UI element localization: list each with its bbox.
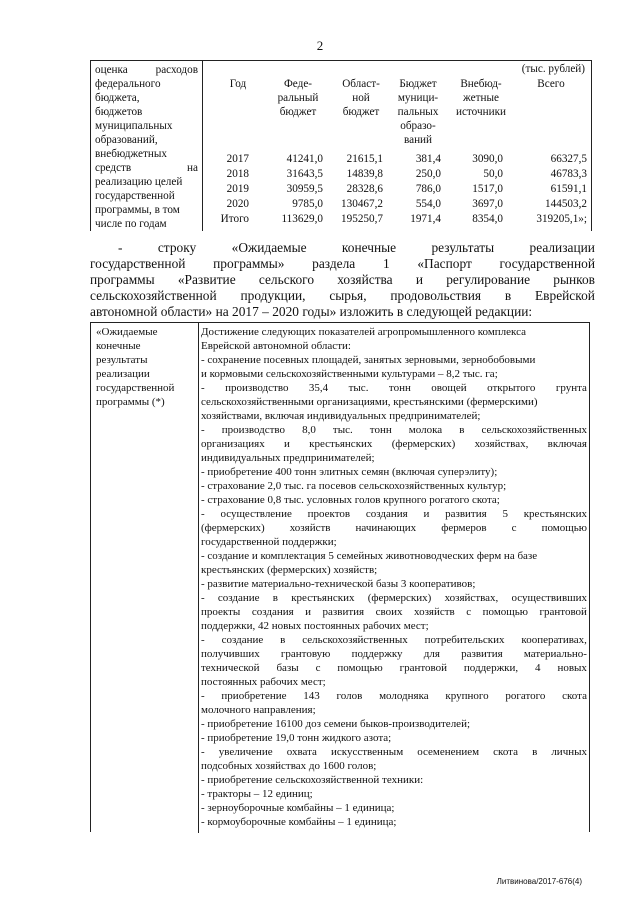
label-line xyxy=(95,133,158,147)
result-line xyxy=(201,367,587,381)
header-extrabudget xyxy=(446,77,516,119)
result-line xyxy=(201,395,587,409)
cell-municipal: 554,0 xyxy=(415,198,441,210)
result-word: проектов xyxy=(307,508,351,520)
paragraph-word: сырья, xyxy=(329,288,367,303)
label-line xyxy=(95,119,172,133)
cell-regional: 130467,2 xyxy=(341,198,383,210)
paragraph-word: продовольствия xyxy=(390,288,482,303)
result-word: крестьянских xyxy=(291,592,355,604)
label-line xyxy=(95,147,167,161)
result-word: организациях xyxy=(201,438,265,450)
header-line: источники xyxy=(455,106,507,118)
result-word: грунта xyxy=(555,382,587,394)
paragraph-word: раздела xyxy=(312,256,356,271)
paragraph-word: автономной области» на 2017 – 2020 годы» изложить в следующей редакции: xyxy=(90,304,533,319)
result-text: поддержки, 42 новых постоянных рабочих мест; xyxy=(201,620,429,632)
paragraph-line xyxy=(90,272,595,288)
result-word: - xyxy=(201,424,205,436)
result-text: - развитие материально-технической базы 3 кооперативов; xyxy=(201,578,476,590)
result-word: сельскохозяйственных xyxy=(302,634,408,646)
result-word: осуществивших xyxy=(511,592,587,604)
result-line xyxy=(201,339,587,353)
header-line: образо- xyxy=(400,120,436,132)
cell-municipal: 1971,4 xyxy=(410,213,441,225)
cell-municipal: 250,0 xyxy=(415,168,441,180)
result-line xyxy=(201,493,587,507)
header-municipal xyxy=(383,77,453,147)
result-word: технической xyxy=(201,662,260,674)
result-line xyxy=(201,605,587,619)
results-label-line: результаты xyxy=(96,354,148,366)
paragraph-word: «Развитие xyxy=(177,272,236,287)
results-row-label xyxy=(91,323,199,833)
result-word: - xyxy=(201,746,205,758)
result-word: молока xyxy=(408,424,443,436)
cell-municipal: 381,4 xyxy=(415,153,441,165)
label-word: расходов xyxy=(155,64,198,76)
result-word: помощью xyxy=(337,662,383,674)
result-word: - xyxy=(201,690,205,702)
result-line xyxy=(201,633,587,647)
result-line xyxy=(201,325,587,339)
result-word: новых xyxy=(557,662,587,674)
results-label-line: конечные xyxy=(96,340,141,352)
result-word: увеличение xyxy=(218,746,273,758)
result-text: - приобретение 400 тонн элитных семян (включая суперэлиту); xyxy=(201,466,498,478)
result-word: грантовую xyxy=(280,648,331,660)
label-line xyxy=(95,161,198,175)
result-line xyxy=(201,689,587,703)
label-word: бюджета, xyxy=(95,92,140,104)
result-text: - страхование 2,0 тыс. га посевов сельскохозяйственных культур; xyxy=(201,480,507,492)
result-word: искусственным xyxy=(330,746,404,758)
result-word: фермеров xyxy=(441,522,487,534)
result-word: голов xyxy=(336,690,363,702)
label-line xyxy=(95,189,175,203)
cell-federal: 9785,0 xyxy=(292,198,323,210)
result-word: хозяйств xyxy=(414,606,455,618)
result-word: охвата xyxy=(286,746,317,758)
result-text: и кормовыми сельскохозяйственными культурами – 8,2 тыс. га; xyxy=(201,368,498,380)
result-word: развития xyxy=(461,648,503,660)
result-line xyxy=(201,745,587,759)
label-word: реализацию целей xyxy=(95,176,183,188)
cell-regional: 28328,6 xyxy=(346,183,383,195)
cell-federal: 30959,5 xyxy=(286,183,323,195)
result-word: - xyxy=(201,592,205,604)
cell-federal: 113629,0 xyxy=(281,213,323,225)
result-text: Еврейской автономной области: xyxy=(201,340,351,352)
budget-row xyxy=(203,183,591,197)
header-federal xyxy=(263,77,333,119)
paragraph-word: рынков xyxy=(553,272,595,287)
result-word: личных xyxy=(551,746,587,758)
result-word: начинающих xyxy=(355,522,417,534)
result-text: хозяйствами, включая индивидуальных предпринимателей; xyxy=(201,410,481,422)
result-word: потребительских xyxy=(424,634,505,646)
result-word: помощью xyxy=(482,606,528,618)
unit-label: (тыс. рублей) xyxy=(521,63,585,75)
result-word: открытого xyxy=(487,382,536,394)
result-text: государственной поддержки; xyxy=(201,536,337,548)
result-text: - сохранение посевных площадей, занятых зерновыми, зернобобовыми xyxy=(201,354,536,366)
result-word: грантовой xyxy=(399,662,448,674)
budget-row xyxy=(203,198,591,212)
result-word: 143 xyxy=(303,690,320,702)
result-word: скота xyxy=(493,746,519,758)
result-word: тыс. xyxy=(332,424,353,436)
label-word: бюджетов xyxy=(95,106,143,118)
results-label-line: реализации xyxy=(96,368,150,380)
result-word: крупного xyxy=(445,690,489,702)
result-word: помощью xyxy=(541,522,587,534)
result-line xyxy=(201,801,587,815)
paragraph-line xyxy=(90,240,595,256)
header-line: Област- xyxy=(342,78,380,90)
result-word: 8,0 xyxy=(302,424,316,436)
result-word: производство xyxy=(225,382,289,394)
paragraph-word: «Ожидаемые xyxy=(231,240,307,255)
result-text: - приобретение 19,0 тонн жидкого азота; xyxy=(201,732,392,744)
paragraph-word: государственной xyxy=(499,256,595,271)
result-word: с xyxy=(466,606,472,618)
result-word: создание xyxy=(217,592,260,604)
cell-year: 2020 xyxy=(226,198,249,210)
label-word: внебюджетных xyxy=(95,148,167,160)
paragraph-word: хозяйства xyxy=(337,272,393,287)
header-line: ваний xyxy=(403,134,433,146)
result-line xyxy=(201,773,587,787)
header-line: пальных xyxy=(397,106,439,118)
result-line xyxy=(201,381,587,395)
result-line xyxy=(201,479,587,493)
results-label-line: государственной xyxy=(96,382,175,394)
label-word: средств xyxy=(95,162,132,174)
header-line: ральный xyxy=(277,92,319,104)
result-word: поддержки, xyxy=(463,662,519,674)
label-word: числе по годам xyxy=(95,218,167,230)
result-word: крестьянских xyxy=(309,438,373,450)
page-number: 2 xyxy=(316,38,324,53)
result-text: постоянных рабочих мест; xyxy=(201,676,326,688)
paragraph-word: программы xyxy=(90,272,155,287)
result-word: с xyxy=(315,662,321,674)
result-word: производство xyxy=(221,424,286,436)
result-line xyxy=(201,619,587,633)
paragraph-line xyxy=(90,288,595,304)
result-word: скота xyxy=(562,690,587,702)
paragraph-word: результаты xyxy=(431,240,495,255)
result-line xyxy=(201,703,587,717)
header-line: бюджет xyxy=(342,106,380,118)
result-word: создание xyxy=(221,634,264,646)
paragraph-line xyxy=(90,304,595,320)
result-word: хозяйств xyxy=(289,522,331,534)
result-word: развития xyxy=(445,508,487,520)
paragraph-word: - xyxy=(118,240,123,255)
result-word: приобретение xyxy=(221,690,287,702)
cell-year: Итого xyxy=(220,213,249,225)
result-word: с xyxy=(511,522,517,534)
paragraph-word: «Паспорт xyxy=(417,256,472,271)
result-text: - тракторы – 12 единиц; xyxy=(201,788,313,800)
budget-row xyxy=(203,168,591,182)
result-word: создания xyxy=(365,508,408,520)
cell-extra: 1517,0 xyxy=(472,183,503,195)
label-word: оценка xyxy=(95,64,128,76)
cell-total: 61591,1 xyxy=(550,183,587,195)
result-word: - xyxy=(201,508,205,520)
result-word: овощей xyxy=(431,382,467,394)
budget-table xyxy=(90,60,592,231)
budget-row-label xyxy=(91,61,203,231)
result-text: - приобретение сельскохозяйственной техники: xyxy=(201,774,424,786)
paragraph-word: и xyxy=(415,272,424,287)
results-table xyxy=(90,322,590,832)
budget-row xyxy=(203,213,591,227)
result-line xyxy=(201,787,587,801)
label-line xyxy=(95,175,182,189)
result-line xyxy=(201,423,587,437)
header-line: Год xyxy=(229,78,247,90)
result-word: 35,4 xyxy=(308,382,329,394)
result-word: кооперативах, xyxy=(521,634,587,646)
header-line: муници- xyxy=(397,92,439,104)
cell-regional: 14839,8 xyxy=(346,168,383,180)
result-word: - xyxy=(201,634,205,646)
result-word: поддержку xyxy=(351,648,403,660)
paragraph-line xyxy=(90,256,595,272)
result-line xyxy=(201,521,587,535)
result-word: осеменением xyxy=(417,746,480,758)
result-word: включая xyxy=(547,438,587,450)
paragraph-word: реализации xyxy=(529,240,595,255)
result-word: в xyxy=(272,592,278,604)
cell-total: 319205,1»; xyxy=(536,213,587,225)
result-word: (фермерских) xyxy=(367,592,432,604)
result-word: грантовой xyxy=(539,606,587,618)
result-text: - кормоуборочные комбайны – 1 единица; xyxy=(201,816,397,828)
result-line xyxy=(201,815,587,829)
paragraph-word: сельскохозяйственной xyxy=(90,288,217,303)
result-word: в xyxy=(459,424,465,436)
paragraph-word: в xyxy=(504,288,512,303)
result-word: и xyxy=(305,606,312,618)
paragraph-word: продукции, xyxy=(240,288,306,303)
label-line xyxy=(95,91,140,105)
result-word: 4 xyxy=(535,662,541,674)
document-code: Литвинова/2017-676(4) xyxy=(496,877,582,886)
budget-row xyxy=(203,153,591,167)
result-word: создания xyxy=(251,606,294,618)
cell-regional: 21615,1 xyxy=(346,153,383,165)
result-line xyxy=(201,731,587,745)
result-line xyxy=(201,647,587,661)
result-word: 5 xyxy=(502,508,508,520)
cell-total: 144503,2 xyxy=(545,198,587,210)
result-line xyxy=(201,675,587,689)
label-word: государственной xyxy=(95,190,175,202)
paragraph-word: регулирование xyxy=(446,272,531,287)
result-word: рогатого xyxy=(505,690,546,702)
result-word: хозяйствах, xyxy=(444,592,499,604)
result-word: молодняка xyxy=(379,690,429,702)
result-word: базы xyxy=(276,662,299,674)
cell-year: 2017 xyxy=(226,153,249,165)
result-text: крестьянских (фермерских) хозяйств; xyxy=(201,564,378,576)
result-word: тыс. xyxy=(348,382,369,394)
header-line: Всего xyxy=(537,78,565,90)
result-word: сельскохозяйственных xyxy=(481,424,587,436)
label-line xyxy=(95,77,161,91)
result-word: своих xyxy=(375,606,403,618)
result-word: тонн xyxy=(388,382,411,394)
result-text: Достижение следующих показателей агропромышленного комплекса xyxy=(201,326,527,338)
result-line xyxy=(201,717,587,731)
result-text: - создание и комплектация 5 семейных животноводческих ферм на базе xyxy=(201,550,538,562)
label-word: программы, в том xyxy=(95,204,180,216)
results-label-line: программы (*) xyxy=(96,396,165,408)
label-line xyxy=(95,105,142,119)
result-word: и xyxy=(423,508,430,520)
header-line: Бюджет xyxy=(399,78,437,90)
cell-year: 2019 xyxy=(226,183,249,195)
instruction-paragraph xyxy=(90,240,595,320)
result-line xyxy=(201,535,587,549)
cell-total: 46783,3 xyxy=(550,168,587,180)
paragraph-word: конечные xyxy=(341,240,397,255)
cell-extra: 3697,0 xyxy=(472,198,503,210)
header-line: бюджет xyxy=(279,106,317,118)
label-word: образований, xyxy=(95,134,158,146)
result-text: сельскохозяйственными организациями, крестьянскими (фермерскими) xyxy=(201,396,538,408)
cell-municipal: 786,0 xyxy=(415,183,441,195)
result-text: - страхование 0,8 тыс. условных голов крупного рогатого скота; xyxy=(201,494,500,506)
paragraph-word: Еврейской xyxy=(535,288,595,303)
result-word: проекты xyxy=(201,606,241,618)
results-content xyxy=(201,325,587,829)
result-word: развития xyxy=(322,606,365,618)
label-word: на xyxy=(187,162,198,174)
header-line: жетные xyxy=(463,92,499,104)
label-line xyxy=(95,203,180,217)
result-text: индивидуальных предпринимателей; xyxy=(201,452,375,464)
cell-extra: 8354,0 xyxy=(472,213,503,225)
paragraph-word: 1 xyxy=(382,256,390,271)
result-word: для xyxy=(423,648,440,660)
cell-year: 2018 xyxy=(226,168,249,180)
results-label-line: «Ожидаемые xyxy=(96,326,158,338)
paragraph-word: сельского xyxy=(258,272,315,287)
header-total xyxy=(516,77,586,91)
result-line xyxy=(201,507,587,521)
header-line: Внебюд- xyxy=(460,78,502,90)
result-text: подсобных хозяйствах до 1600 голов; xyxy=(201,760,377,772)
label-word: муниципальных xyxy=(95,120,173,132)
result-word: (фермерских) xyxy=(391,438,456,450)
cell-extra: 3090,0 xyxy=(472,153,503,165)
paragraph-word: программы» xyxy=(213,256,285,271)
result-line xyxy=(201,577,587,591)
label-line xyxy=(95,217,167,231)
result-line xyxy=(201,465,587,479)
paragraph-word: строку xyxy=(157,240,197,255)
header-line: Феде- xyxy=(283,78,313,90)
result-line xyxy=(201,353,587,367)
result-line xyxy=(201,591,587,605)
cell-federal: 41241,0 xyxy=(286,153,323,165)
cell-extra: 50,0 xyxy=(483,168,503,180)
paragraph-word: государственной xyxy=(90,256,186,271)
result-word: и xyxy=(284,438,290,450)
result-word: - xyxy=(201,382,205,394)
label-word: федерального xyxy=(95,78,161,90)
result-line xyxy=(201,563,587,577)
cell-federal: 31643,5 xyxy=(286,168,323,180)
result-word: получивших xyxy=(201,648,260,660)
result-word: хозяйствах, xyxy=(474,438,529,450)
result-line xyxy=(201,661,587,675)
label-line xyxy=(95,63,198,77)
result-line xyxy=(201,409,587,423)
cell-total: 66327,5 xyxy=(550,153,587,165)
result-text: молочного направления; xyxy=(201,704,316,716)
result-word: в xyxy=(532,746,538,758)
result-word: крестьянских xyxy=(523,508,587,520)
result-line xyxy=(201,451,587,465)
result-word: осуществление xyxy=(220,508,292,520)
result-word: материально- xyxy=(523,648,587,660)
result-word: в xyxy=(280,634,286,646)
result-word: (фермерских) xyxy=(201,522,265,534)
result-word: тонн xyxy=(369,424,392,436)
result-line xyxy=(201,549,587,563)
result-line xyxy=(201,759,587,773)
cell-regional: 195250,7 xyxy=(341,213,383,225)
result-line xyxy=(201,437,587,451)
header-line: ной xyxy=(352,92,370,104)
result-text: - зерноуборочные комбайны – 1 единица; xyxy=(201,802,395,814)
result-text: - приобретение 16100 доз семени быков-производителей; xyxy=(201,718,471,730)
